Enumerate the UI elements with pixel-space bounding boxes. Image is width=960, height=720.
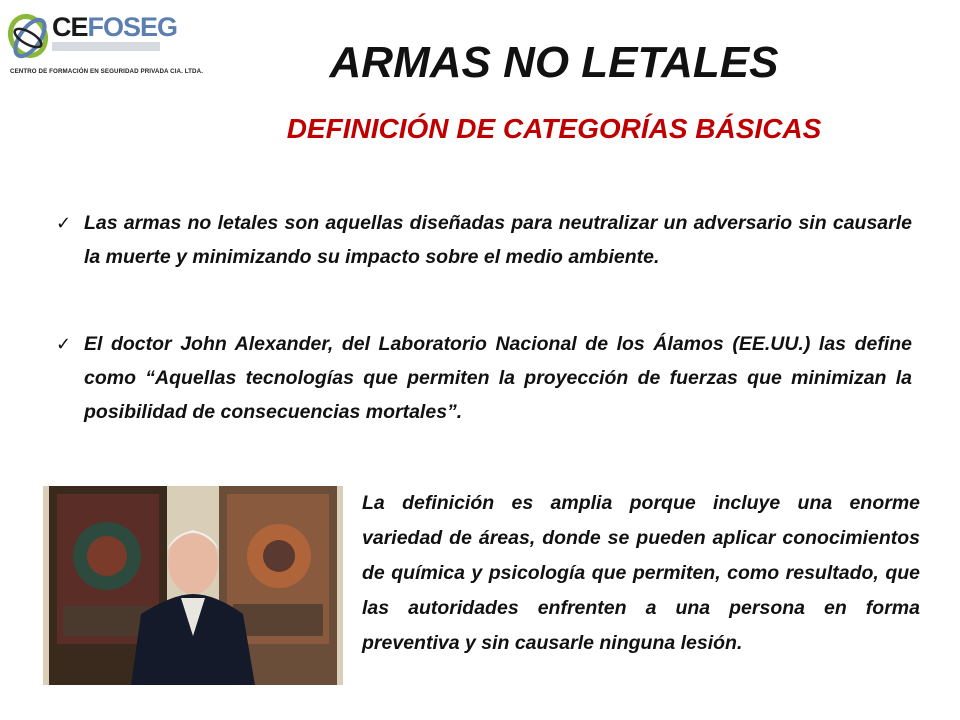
bullet-item: [56, 327, 912, 429]
checkmark-icon: ✓: [56, 213, 72, 233]
side-paragraph: La definición es amplia porque incluye una enorme variedad de áreas, donde se pueden aplicar conocimientos de química y psicología que permiten, como resultado, que las autoridades enfrenten a una persona en forma preventiva y sin causarle ninguna lesión.: [362, 492, 920, 654]
page-title: ARMAS NO LETALES: [329, 38, 779, 87]
checkmark-icon: ✓: [56, 334, 72, 354]
bullet-text: El doctor John Alexander, del Laboratorio Nacional de los Álamos (EE.UU.) las define como “Aquellas tecnologías que permiten la proyección de fuerzas que minimizan la posibilidad de consecuencias mortales”.: [84, 333, 912, 423]
logo-subline: CENTRO DE FORMACIÓN EN SEGURIDAD PRIVADA CIA. LTDA.: [10, 68, 204, 75]
portrait-photo: [43, 486, 343, 685]
bullet-item: [56, 206, 912, 274]
page-subtitle: DEFINICIÓN DE CATEGORÍAS BÁSICAS: [286, 113, 822, 144]
logo-brand: CEFOSEG: [52, 12, 178, 42]
bullet-text: Las armas no letales son aquellas diseñadas para neutralizar un adversario sin causarle la muerte y minimizando su impacto sobre el medio ambiente.: [84, 212, 912, 268]
